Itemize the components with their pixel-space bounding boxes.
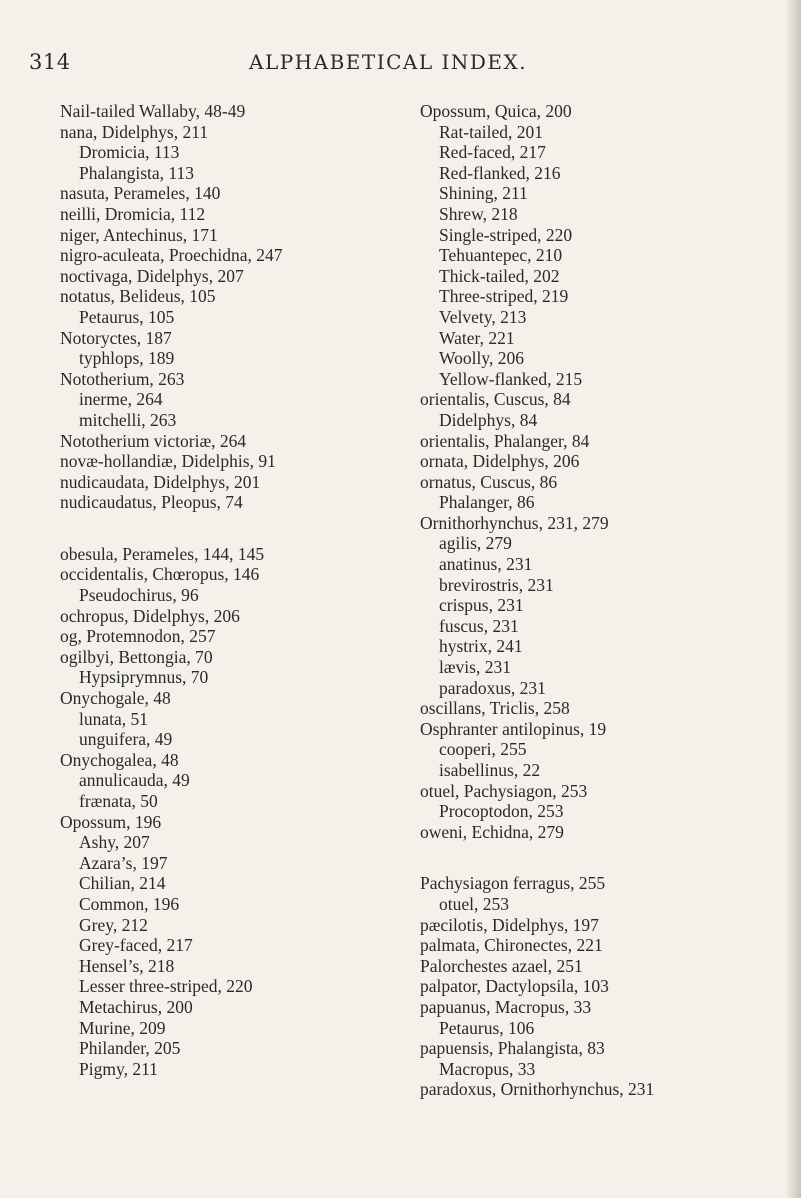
index-subentry: Water, 221 [439,327,515,348]
index-subentry: Shining, 211 [439,183,528,204]
index-subentry: typhlops, 189 [79,348,175,369]
index-subentry: Grey, 212 [79,914,148,935]
index-subentry: Dromicia, 113 [79,142,180,163]
index-subentry: lunata, 51 [79,708,149,729]
page-number: 314 [29,50,71,74]
index-subentry: unguifera, 49 [79,729,173,750]
index-entry: og, Protemnodon, 257 [60,626,216,647]
index-subentry: Lesser three-striped, 220 [79,976,253,997]
index-subentry: otuel, 253 [439,893,509,914]
index-subentry: Petaurus, 105 [79,306,175,327]
index-entry: nana, Didelphys, 211 [60,121,209,142]
index-entry: obesula, Perameles, 144, 145 [60,543,265,564]
index-subentry: Hensel’s, 218 [79,955,175,976]
index-subentry: anatinus, 231 [439,554,533,575]
index-entry: notatus, Belideus, 105 [60,286,216,307]
index-entry: Ornithorhynchus, 231, 279 [420,512,609,533]
index-entry: novæ-hollandiæ, Didelphis, 91 [60,451,276,472]
index-entry: Notoryctes, 187 [60,327,172,348]
index-entry: Opossum, 196 [60,811,162,832]
index-subentry: Chilian, 214 [79,873,166,894]
index-entry: Nail-tailed Wallaby, 48-49 [60,101,246,121]
index-entry: niger, Antechinus, 171 [60,224,218,245]
index-subentry: Three-striped, 219 [439,286,569,307]
index-entry: ornatus, Cuscus, 86 [420,471,558,492]
index-column-left [60,101,400,1079]
index-subentry: annulicauda, 49 [79,770,190,791]
index-subentry: mitchelli, 263 [79,409,177,430]
index-entry: nigro-aculeata, Proechidna, 247 [60,245,283,266]
index-subentry: Phalangista, 113 [79,162,195,183]
index-subentry: Shrew, 218 [439,203,518,224]
index-subentry: Ashy, 207 [79,832,150,853]
index-subentry: Red-flanked, 216 [439,162,561,183]
index-subentry: Pigmy, 211 [79,1058,158,1079]
index-subentry: Metachirus, 200 [79,996,193,1017]
index-subentry: hystrix, 241 [439,636,523,657]
index-subentry: paradoxus, 231 [439,677,546,698]
index-subentry: Azara’s, 197 [79,852,168,873]
index-subentry: Hypsiprymnus, 70 [79,667,209,688]
index-subentry: Velvety, 213 [439,306,527,327]
index-subentry: Didelphys, 84 [439,409,538,430]
index-entry: orientalis, Phalanger, 84 [420,430,590,451]
index-entry: palpator, Dactylopsila, 103 [420,976,609,997]
index-entry: Nototherium victoriæ, 264 [60,430,247,451]
index-subentry: Yellow-flanked, 215 [439,368,583,389]
index-subentry: Common, 196 [79,893,180,914]
index-subentry: fuscus, 231 [439,615,519,636]
index-subentry: Macropus, 33 [439,1058,536,1079]
running-title: ALPHABETICAL INDEX. [249,50,528,74]
index-entry: orientalis, Cuscus, 84 [420,389,571,410]
index-entry: pæcilotis, Didelphys, 197 [420,914,599,935]
index-entry: occidentalis, Chœropus, 146 [60,564,260,585]
index-entry: papuanus, Macropus, 33 [420,996,592,1017]
index-subentry: Red-faced, 217 [439,142,546,163]
index-entry: oweni, Echidna, 279 [420,821,564,842]
page-edge-shadow [785,0,801,1198]
index-subentry: Grey-faced, 217 [79,935,193,956]
index-entry: ornata, Didelphys, 206 [420,451,580,472]
index-entry: nasuta, Perameles, 140 [60,183,221,204]
index-entry: Onychogale, 48 [60,688,171,709]
index-subentry: agilis, 279 [439,533,512,554]
index-entry: ogilbyi, Bettongia, 70 [60,646,213,667]
index-subentry: Phalanger, 86 [439,492,535,513]
index-entry: nudicaudata, Didelphys, 201 [60,471,261,492]
index-entry: Nototherium, 263 [60,368,185,389]
index-subentry: Murine, 209 [79,1017,166,1038]
index-entry: Osphranter antilopinus, 19 [420,718,607,739]
index-entry: Opossum, Quica, 200 [420,101,572,121]
index-entry: palmata, Chironectes, 221 [420,935,603,956]
index-column-right [420,101,780,1100]
index-entry: papuensis, Phalangista, 83 [420,1038,605,1059]
index-entry: otuel, Pachysiagon, 253 [420,780,588,801]
index-entry: neilli, Dromicia, 112 [60,203,206,224]
index-subentry: inerme, 264 [79,389,163,410]
index-subentry: Rat-tailed, 201 [439,121,544,142]
index-subentry: Tehuantepec, 210 [439,245,563,266]
index-subentry: Petaurus, 106 [439,1017,535,1038]
index-subentry: Procoptodon, 253 [439,801,564,822]
index-subentry: lævis, 231 [439,657,511,678]
index-entry: Pachysiagon ferragus, 255 [420,873,606,894]
index-entry: noctivaga, Didelphys, 207 [60,265,244,286]
index-subentry: crispus, 231 [439,595,524,616]
index-entry: Onychogalea, 48 [60,749,179,770]
index-subentry: Philander, 205 [79,1038,181,1059]
index-subentry: Thick-tailed, 202 [439,265,560,286]
index-subentry: frænata, 50 [79,791,158,811]
index-subentry: Single-striped, 220 [439,224,573,245]
page-header [0,50,790,80]
index-entry: oscillans, Triclis, 258 [420,698,570,719]
index-entry: nudicaudatus, Pleopus, 74 [60,492,243,513]
index-entry: paradoxus, Ornithorhynchus, 231 [420,1079,655,1100]
index-entry: Palorchestes azael, 251 [420,955,583,976]
index-entry: ochropus, Didelphys, 206 [60,605,240,626]
index-subentry: isabellinus, 22 [439,760,541,780]
index-subentry: cooperi, 255 [439,739,527,760]
index-subentry: Woolly, 206 [439,348,524,369]
index-subentry: Pseudochirus, 96 [79,585,199,606]
index-subentry: brevirostris, 231 [439,574,554,595]
